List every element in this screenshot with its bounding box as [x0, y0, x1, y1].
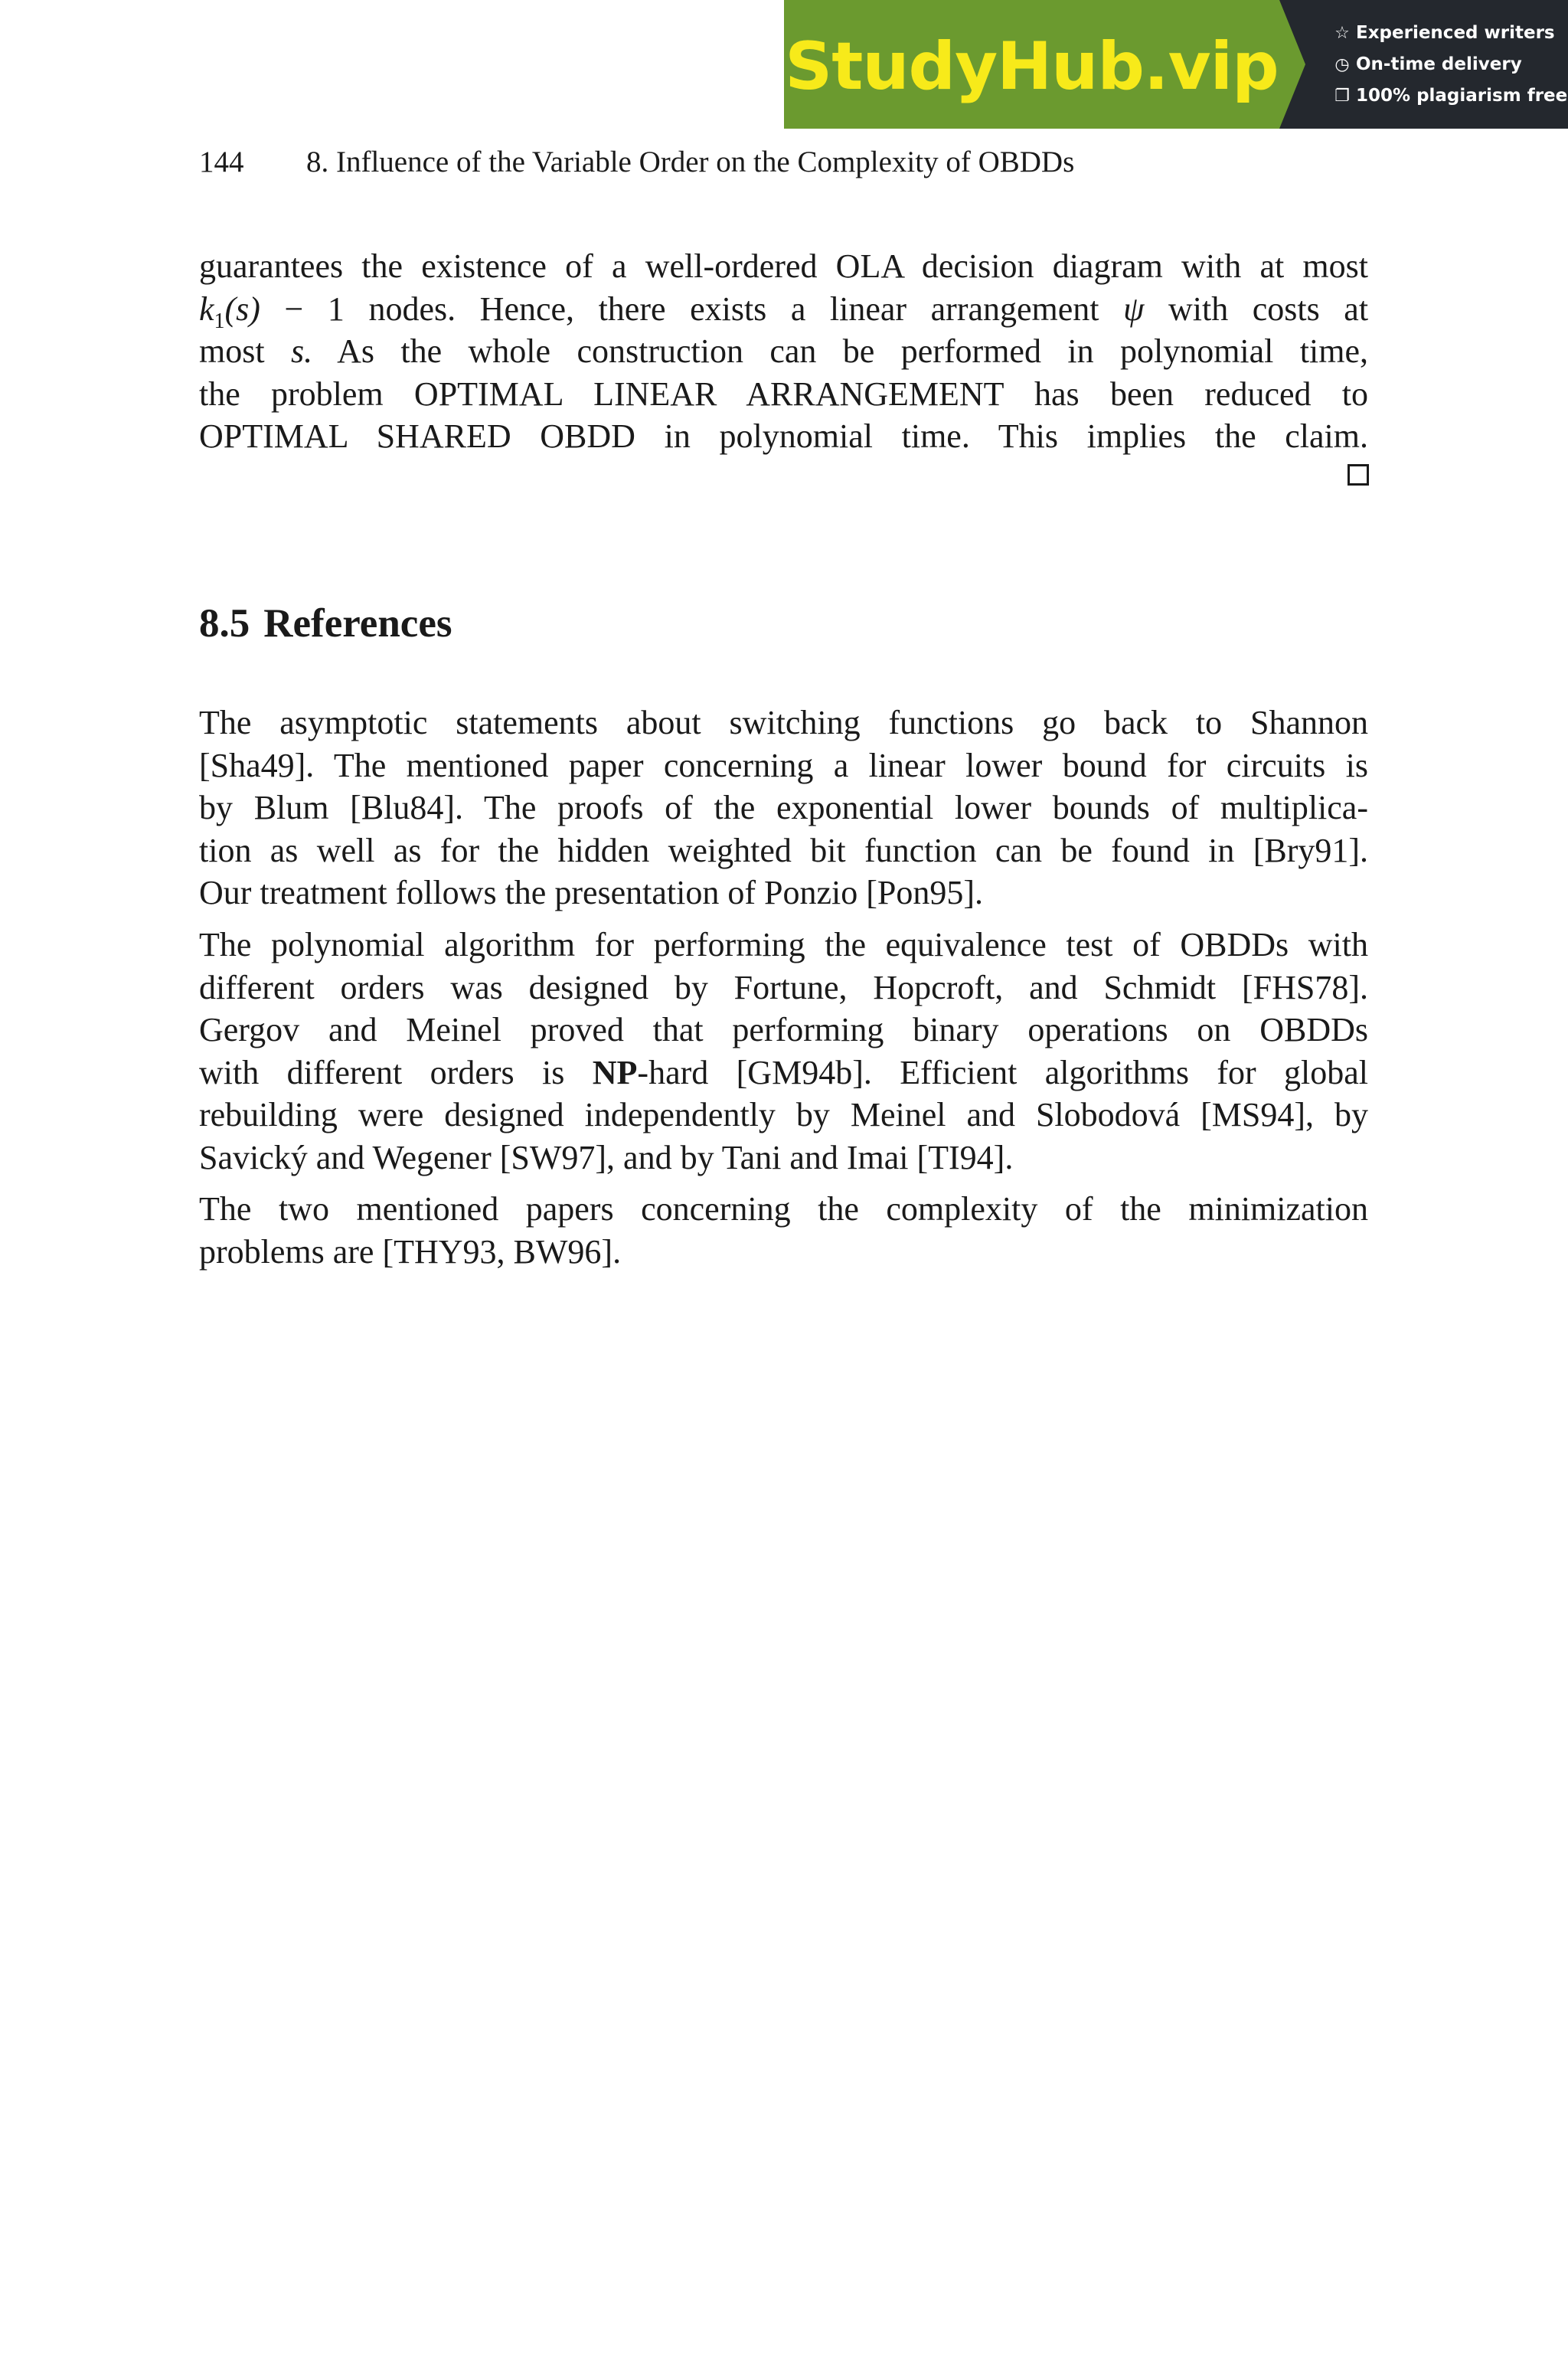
text-line: OPTIMAL SHARED OBDD in polynomial time. This implies the claim.	[199, 417, 1368, 455]
text-fragment: with different orders is	[199, 1053, 565, 1091]
running-header	[199, 141, 1074, 184]
feature-experienced-writers	[1333, 18, 1568, 49]
feature-on-time-delivery	[1333, 49, 1568, 80]
math-arg: (s)	[224, 289, 260, 328]
text-line	[199, 1052, 1368, 1094]
qed-square-icon	[1348, 464, 1369, 486]
studyhub-logo-text: StudyHub.vip	[785, 28, 1279, 105]
section-number: 8.5	[199, 601, 250, 646]
text-line: The polynomial algorithm for performing the equivalence test of OBDDs with	[199, 926, 1368, 963]
text-line	[199, 288, 1368, 331]
paragraph-2	[199, 924, 1368, 1179]
text-line: by Blum [Blu84]. The proofs of the exponential lower bounds of multiplica-	[199, 789, 1368, 826]
text-line: different orders was designed by Fortune, Hopcroft, and Schmidt [FHS78].	[199, 968, 1368, 1006]
math-subscript: 1	[214, 309, 225, 333]
text-line	[199, 330, 1368, 373]
math-s: s.	[290, 332, 313, 370]
studyhub-logo[interactable]	[784, 0, 1279, 129]
np-bold: NP	[592, 1053, 638, 1091]
math-minus: −	[284, 289, 304, 328]
text-line: The two mentioned papers concerning the complexity of the minimization	[199, 1190, 1368, 1228]
page-number: 144	[199, 146, 244, 178]
star-icon: ☆	[1334, 23, 1350, 43]
math-psi: ψ	[1123, 289, 1145, 328]
text-fragment: 1 nodes. Hence, there exists a linear arrangement	[327, 289, 1099, 328]
text-line: [Sha49]. The mentioned paper concerning a linear lower bound for circuits is	[199, 746, 1368, 784]
section-heading	[199, 597, 452, 649]
text-line: the problem OPTIMAL LINEAR ARRANGEMENT has been reduced to	[199, 375, 1368, 413]
text-line: tion as well as for the hidden weighted bit function can be found in [Bry91].	[199, 831, 1368, 869]
text-line: Gergov and Meinel proved that performing binary operations on OBDDs	[199, 1011, 1368, 1048]
text-line: problems are [THY93, BW96].	[199, 1232, 622, 1271]
text-fragment: most	[199, 332, 265, 370]
banner-feature-list	[1279, 0, 1568, 129]
text-line: rebuilding were designed independently by Meinel and Slobodová [MS94], by	[199, 1096, 1368, 1133]
text-line: guarantees the existence of a well-ordered OLA decision diagram with at most	[199, 247, 1368, 285]
feature-label: Experienced writers	[1356, 22, 1555, 43]
proof-conclusion	[199, 245, 1368, 458]
copy-icon: ❐	[1334, 86, 1350, 106]
text-fragment: -hard [GM94b]. Efficient algorithms for global	[637, 1053, 1369, 1091]
feature-label: On-time delivery	[1356, 54, 1522, 74]
text-line: Savický and Wegener [SW97], and by Tani and Imai [TI94].	[199, 1138, 1014, 1176]
clock-icon: ◷	[1334, 54, 1350, 74]
text-line: Our treatment follows the presentation of Ponzio [Pon95].	[199, 874, 984, 911]
feature-label: 100% plagiarism free	[1356, 85, 1568, 106]
studyhub-ad-banner[interactable]	[784, 0, 1568, 129]
text-fragment: As the whole construction can be performed in polynomial time,	[337, 332, 1369, 370]
section-title: References	[263, 601, 452, 646]
math-k: k	[199, 289, 214, 328]
running-title: 8. Influence of the Variable Order on the Complexity of OBDDs	[306, 146, 1075, 178]
paragraph-3	[199, 1188, 1368, 1273]
banner-arrow-decoration	[1279, 0, 1305, 129]
feature-plagiarism-free	[1333, 80, 1568, 112]
text-fragment: with costs at	[1168, 289, 1369, 328]
text-line: The asymptotic statements about switching functions go back to Shannon	[199, 704, 1368, 741]
paragraph-1	[199, 702, 1368, 914]
